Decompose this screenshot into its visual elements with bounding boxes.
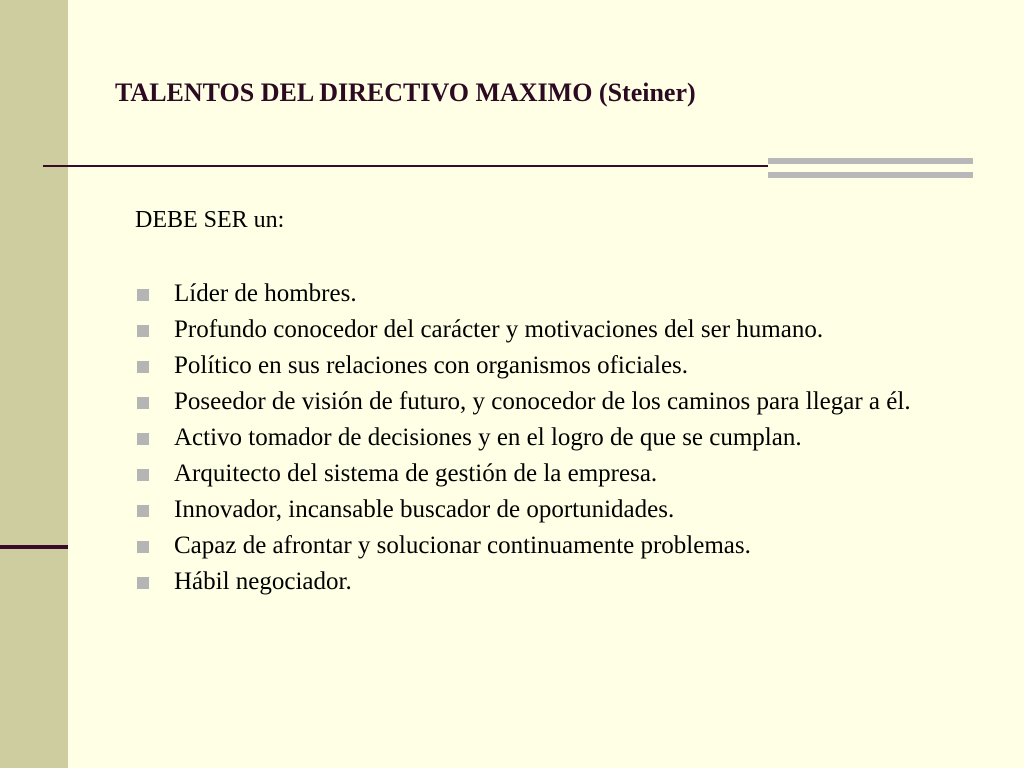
bullet-text: Activo tomador de decisiones y en el logro de que se cumplan. — [174, 424, 802, 451]
bullet-item — [136, 388, 996, 416]
bullet-list — [136, 280, 996, 604]
accent-bar-top — [768, 158, 973, 164]
bullet-item — [136, 460, 996, 488]
left-band-rule — [0, 545, 68, 549]
square-bullet-icon — [137, 361, 149, 373]
bullet-item — [136, 568, 996, 596]
bullet-text: Líder de hombres. — [174, 280, 357, 307]
bullet-text: Poseedor de visión de futuro, y conocedor de los caminos para llegar a él. — [174, 388, 911, 415]
square-bullet-icon — [137, 289, 149, 301]
slide-title: TALENTOS DEL DIRECTIVO MAXIMO (Steiner) — [115, 78, 696, 107]
bullet-item — [136, 316, 996, 344]
square-bullet-icon — [137, 433, 149, 445]
bullet-item — [136, 352, 996, 380]
bullet-text: Profundo conocedor del carácter y motivaciones del ser humano. — [174, 316, 824, 343]
bullet-item — [136, 280, 996, 308]
bullet-text: Político en sus relaciones con organismos oficiales. — [174, 352, 689, 379]
bullet-text: Innovador, incansable buscador de oportunidades. — [174, 496, 675, 523]
bullet-item — [136, 496, 996, 524]
intro-text: DEBE SER un: — [135, 207, 285, 233]
square-bullet-icon — [137, 325, 149, 337]
bullet-text: Capaz de afrontar y solucionar continuamente problemas. — [174, 532, 751, 559]
accent-bar-bottom — [768, 172, 973, 178]
left-decorative-band — [0, 0, 68, 768]
square-bullet-icon — [137, 505, 149, 517]
bullet-text: Arquitecto del sistema de gestión de la empresa. — [174, 460, 658, 487]
square-bullet-icon — [137, 397, 149, 409]
square-bullet-icon — [137, 577, 149, 589]
title-divider-line — [43, 165, 768, 167]
square-bullet-icon — [137, 541, 149, 553]
bullet-item — [136, 424, 996, 452]
square-bullet-icon — [137, 469, 149, 481]
bullet-text: Hábil negociador. — [174, 568, 352, 595]
bullet-item — [136, 532, 996, 560]
